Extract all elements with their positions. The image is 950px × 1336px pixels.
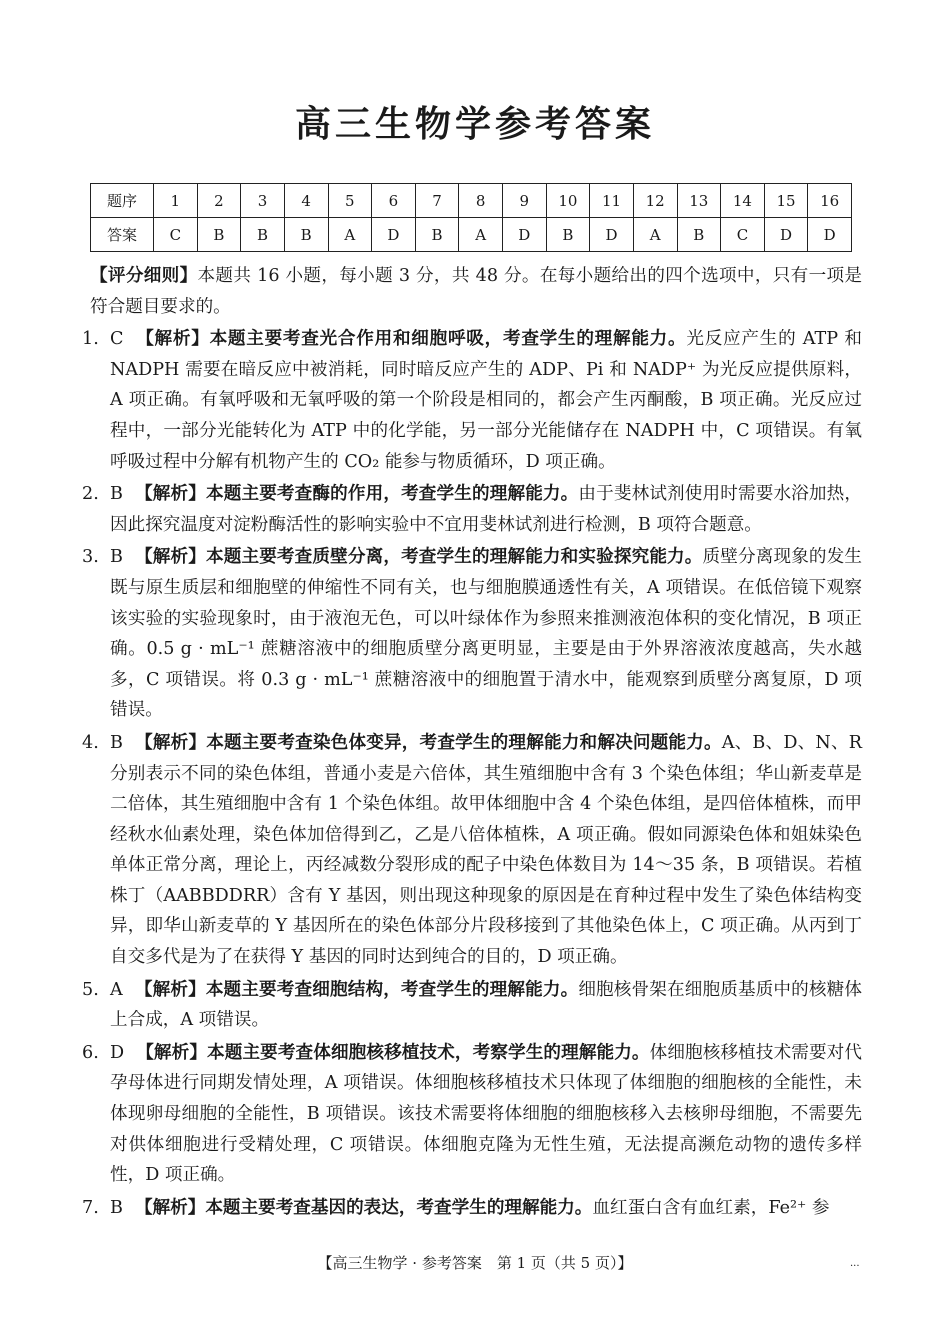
explanation-item	[82, 728, 862, 973]
explanation-list	[82, 324, 862, 1223]
item-number: 2.	[82, 484, 99, 505]
scoring-rules	[90, 261, 862, 322]
answer-cell: D	[590, 218, 634, 252]
question-number-cell: 10	[546, 184, 590, 218]
item-answer: D	[110, 1042, 125, 1063]
question-number-cell: 11	[590, 184, 634, 218]
item-analysis-heading: 【解析】本题主要考查质壁分离，考查学生的理解能力和实验探究能力。	[134, 547, 703, 568]
answer-cell: A	[633, 218, 677, 252]
question-number-cell: 6	[372, 184, 416, 218]
question-number-cell: 16	[808, 184, 852, 218]
explanation-content	[82, 261, 862, 1225]
answer-cell: A	[328, 218, 372, 252]
answer-cell: B	[546, 218, 590, 252]
item-answer: B	[110, 732, 123, 753]
item-number: 1.	[82, 329, 99, 350]
corner-mark: ...	[850, 1258, 860, 1269]
item-number: 4.	[82, 732, 99, 753]
scoring-text: 本题共 16 小题，每小题 3 分，共 48 分。在每小题给出的四个选项中，只有一项是符合题目要求的。	[90, 266, 862, 317]
explanation-item	[82, 1193, 862, 1224]
explanation-item	[82, 542, 862, 726]
answer-cell: B	[284, 218, 328, 252]
question-number-cell: 4	[284, 184, 328, 218]
answer-table	[90, 183, 852, 252]
item-number: 5.	[82, 979, 99, 1000]
page-title: 高三生物学参考答案	[294, 104, 655, 145]
item-analysis-text: 质壁分离现象的发生既与原生质层和细胞壁的伸缩性不同有关，也与细胞膜通透性有关，A 项错误。在低倍镜下观察该实验的实验现象时，由于液泡无色，可以叶绿体作为参照来推测液泡体积的变化情况，B 项正确。0.5 g · mL⁻¹ 蔗糖溶液中的细胞质壁分离更明显，主要是由于外界溶液浓度越高，失水越多，C 项错误。将 0.3 g · mL⁻¹ 蔗糖溶液中的细胞置于清水中，能观察到质壁分离复原，D 项错误。	[110, 547, 862, 721]
item-number: 7.	[82, 1197, 99, 1218]
question-number-cell: 8	[459, 184, 503, 218]
row-label-question-number: 题序	[91, 184, 154, 218]
question-number-row	[91, 184, 852, 218]
item-analysis-text: 细胞核骨架在细胞质基质中的核糖体上合成，A 项错误。	[110, 979, 862, 1031]
explanation-item	[82, 1038, 862, 1191]
question-number-cell: 3	[241, 184, 285, 218]
answer-cell: D	[372, 218, 416, 252]
question-number-cell: 5	[328, 184, 372, 218]
answer-cell: D	[503, 218, 547, 252]
item-analysis-text: 体细胞核移植技术需要对代孕母体进行同期发情处理，A 项错误。体细胞核移植技术只体现了体细胞的细胞核的全能性，未体现卵母细胞的全能性，B 项错误。该技术需要将体细胞的细胞核移入去核卵母细胞，不需要先对供体细胞进行受精处理，C 项错误。体细胞克隆为无性生殖，无法提高濒危动物的遗传多样性，D 项正确。	[110, 1042, 862, 1186]
item-number: 3.	[82, 547, 99, 568]
item-analysis-heading: 【解析】本题主要考查酶的作用，考查学生的理解能力。	[134, 484, 579, 505]
answer-cell: B	[677, 218, 721, 252]
explanation-item	[82, 479, 862, 540]
item-analysis-text: A、B、D、N、R 分别表示不同的染色体组，普通小麦是六倍体，其生殖细胞中含有 3 个染色体组；华山新麦草是二倍体，其生殖细胞中含有 1 个染色体组。故甲体细胞中含 4 个染色体组，是四倍体植株，而甲经秋水仙素处理，染色体加倍得到乙，乙是八倍体植株，A 项正确。假如同源染色体和姐妹染色单体正常分离，理论上，丙经减数分裂形成的配子中染色体数目为 14～35 条，B 项错误。若植株丁（AABBDDRR）含有 Y 基因，则出现这种现象的原因是在育种过程中发生了染色体结构变异，即华山新麦草的 Y 基因所在的染色体部分片段移接到了其他染色体上，C 项正确。从丙到丁自交多代是为了在获得 Y 基因的同时达到纯合的目的，D 项正确。	[110, 732, 862, 968]
item-analysis-heading: 【解析】本题主要考查光合作用和细胞呼吸，考查学生的理解能力。	[135, 329, 687, 350]
answer-cell: C	[154, 218, 198, 252]
question-number-cell: 9	[503, 184, 547, 218]
item-analysis-heading: 【解析】本题主要考查体细胞核移植技术，考察学生的理解能力。	[136, 1042, 650, 1063]
page-footer: 【高三生物学 · 参考答案 第 1 页（共 5 页）】	[317, 1254, 633, 1272]
question-number-cell: 1	[154, 184, 198, 218]
item-analysis-heading: 【解析】本题主要考查细胞结构，考查学生的理解能力。	[134, 979, 579, 1000]
item-analysis-heading: 【解析】本题主要考查染色体变异，考查学生的理解能力和解决问题能力。	[134, 732, 722, 753]
explanation-item	[82, 324, 862, 477]
explanation-item	[82, 975, 862, 1036]
item-analysis-text: 血红蛋白含有血红素，Fe²⁺ 参	[592, 1197, 830, 1218]
item-analysis-heading: 【解析】本题主要考查基因的表达，考查学生的理解能力。	[134, 1197, 593, 1218]
item-answer: B	[110, 484, 123, 505]
item-analysis-text: 光反应产生的 ATP 和 NADPH 需要在暗反应中被消耗，同时暗反应产生的 ADP、Pi 和 NADP⁺ 为光反应提供原料，A 项正确。有氧呼吸和无氧呼吸的第一个阶段是相同的，都会产生丙酮酸，B 项正确。光反应过程中，一部分光能转化为 ATP 中的化学能，另一部分光能储存在 NADPH 中，C 项错误。有氧呼吸过程中分解有机物产生的 CO₂ 能参与物质循环，D 项正确。	[110, 329, 862, 472]
answer-cell: C	[721, 218, 765, 252]
item-analysis-text: 由于斐林试剂使用时需要水浴加热，因此探究温度对淀粉酶活性的影响实验中不宜用斐林试剂进行检测，B 项符合题意。	[110, 484, 862, 535]
answer-cell: D	[764, 218, 808, 252]
question-number-cell: 2	[197, 184, 241, 218]
item-number: 6.	[82, 1042, 99, 1063]
question-number-cell: 13	[677, 184, 721, 218]
question-number-cell: 14	[721, 184, 765, 218]
answer-cell: D	[808, 218, 852, 252]
answer-row	[91, 218, 852, 252]
item-answer: B	[110, 1197, 123, 1218]
item-answer: A	[110, 979, 123, 1000]
item-answer: B	[110, 547, 123, 568]
question-number-cell: 7	[415, 184, 459, 218]
question-number-cell: 15	[764, 184, 808, 218]
item-answer: C	[110, 329, 124, 350]
row-label-answer: 答案	[91, 218, 154, 252]
question-number-cell: 12	[633, 184, 677, 218]
scoring-label: 【评分细则】	[90, 266, 198, 286]
answer-cell: A	[459, 218, 503, 252]
answer-cell: B	[241, 218, 285, 252]
answer-cell: B	[415, 218, 459, 252]
answer-cell: B	[197, 218, 241, 252]
